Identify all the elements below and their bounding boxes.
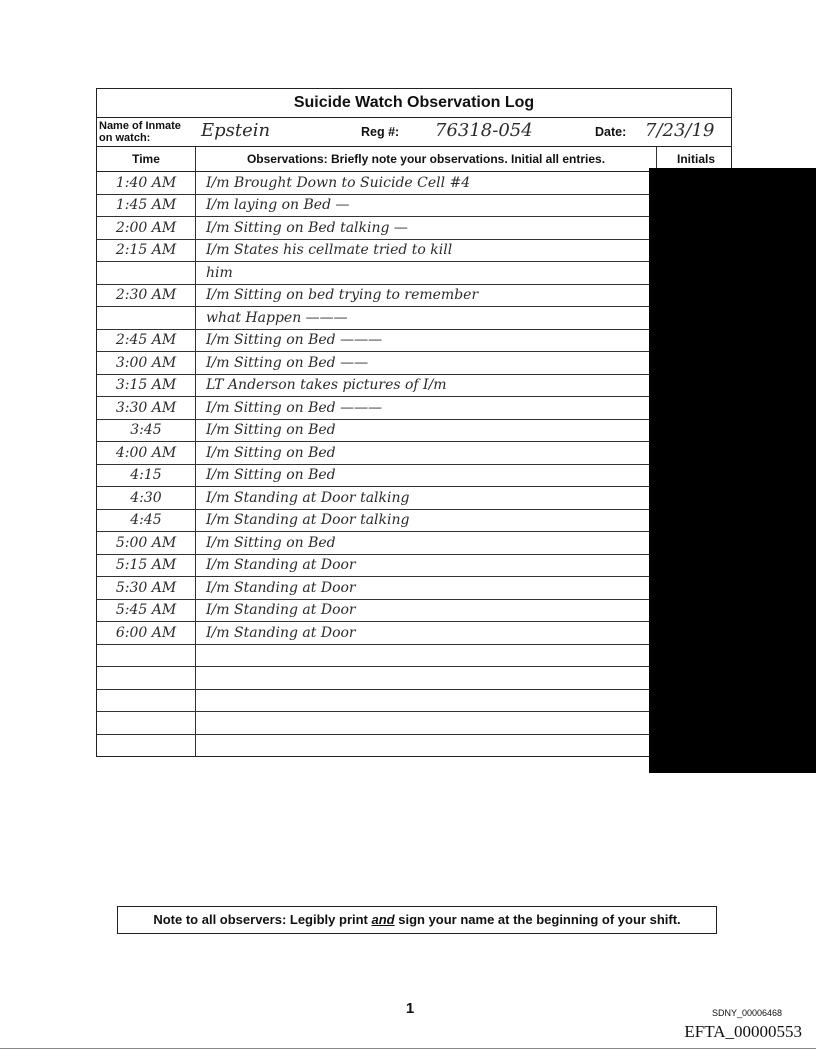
row-time: 6:00 AM xyxy=(97,622,196,645)
observer-note xyxy=(117,906,717,934)
table-row xyxy=(97,442,735,465)
time-column-header: Time xyxy=(97,147,196,172)
table-header-row xyxy=(97,147,735,172)
row-time: 5:45 AM xyxy=(97,599,196,622)
table-row xyxy=(97,712,735,735)
row-observation: I/m Sitting on Bed ——— xyxy=(196,329,657,352)
row-time: 3:00 AM xyxy=(97,352,196,375)
row-time: 2:45 AM xyxy=(97,329,196,352)
table-row xyxy=(97,284,735,307)
row-time: 4:00 AM xyxy=(97,442,196,465)
row-time xyxy=(97,667,196,690)
row-observation xyxy=(196,689,657,712)
row-observation: I/m Standing at Door xyxy=(196,577,657,600)
note-text-before: Note to all observers: Legibly print xyxy=(153,912,372,927)
table-row xyxy=(97,172,735,195)
row-observation: I/m Sitting on Bed xyxy=(196,419,657,442)
row-observation: I/m Sitting on bed trying to remember xyxy=(196,284,657,307)
reg-number-value: 76318-054 xyxy=(435,120,533,141)
row-observation: I/m Sitting on Bed talking — xyxy=(196,217,657,240)
row-observation: I/m Standing at Door xyxy=(196,554,657,577)
row-time xyxy=(97,712,196,735)
redaction-block xyxy=(649,168,816,773)
row-observation: I/m Standing at Door talking xyxy=(196,487,657,510)
row-observation: I/m Standing at Door talking xyxy=(196,509,657,532)
row-time: 3:15 AM xyxy=(97,374,196,397)
row-observation: I/m Sitting on Bed —— xyxy=(196,352,657,375)
bates-number-sdny: SDNY_00006468 xyxy=(711,1008,782,1018)
table-row xyxy=(97,307,735,330)
table-row xyxy=(97,464,735,487)
table-row xyxy=(97,329,735,352)
observation-log-form xyxy=(96,88,732,757)
row-observation xyxy=(196,667,657,690)
table-row xyxy=(97,554,735,577)
date-label: Date: xyxy=(595,125,627,139)
row-time: 1:40 AM xyxy=(97,172,196,195)
row-observation: him xyxy=(196,262,657,285)
row-time xyxy=(97,689,196,712)
bates-number-efta: EFTA_00000553 xyxy=(684,1022,802,1041)
row-observation: I/m Brought Down to Suicide Cell #4 xyxy=(196,172,657,195)
row-time: 3:30 AM xyxy=(97,397,196,420)
table-row xyxy=(97,239,735,262)
row-observation: I/m Standing at Door xyxy=(196,599,657,622)
row-time: 5:00 AM xyxy=(97,532,196,555)
table-row xyxy=(97,509,735,532)
table-row xyxy=(97,217,735,240)
table-row xyxy=(97,577,735,600)
row-time: 5:15 AM xyxy=(97,554,196,577)
row-observation: I/m Sitting on Bed xyxy=(196,532,657,555)
table-row xyxy=(97,644,735,667)
row-observation: what Happen ——— xyxy=(196,307,657,330)
row-time: 5:30 AM xyxy=(97,577,196,600)
date-value: 7/23/19 xyxy=(645,120,715,141)
table-row xyxy=(97,487,735,510)
initials-column-header: Initials xyxy=(657,147,736,172)
row-time: 4:45 xyxy=(97,509,196,532)
row-observation: I/m Sitting on Bed xyxy=(196,464,657,487)
form-title: Suicide Watch Observation Log xyxy=(97,89,731,118)
table-row xyxy=(97,667,735,690)
table-row xyxy=(97,352,735,375)
observations-column-header: Observations: Briefly note your observations. Initial all entries. xyxy=(196,147,657,172)
row-observation: I/m Sitting on Bed ——— xyxy=(196,397,657,420)
row-observation xyxy=(196,712,657,735)
row-time: 2:00 AM xyxy=(97,217,196,240)
row-observation: I/m laying on Bed — xyxy=(196,194,657,217)
table-row xyxy=(97,374,735,397)
inmate-name-value: Epstein xyxy=(201,120,271,141)
table-row xyxy=(97,689,735,712)
row-observation: I/m States his cellmate tried to kill xyxy=(196,239,657,262)
table-row xyxy=(97,599,735,622)
row-time xyxy=(97,734,196,756)
table-row xyxy=(97,419,735,442)
row-time: 3:45 xyxy=(97,419,196,442)
bottom-divider xyxy=(0,1048,816,1049)
table-row xyxy=(97,262,735,285)
table-row xyxy=(97,194,735,217)
inmate-name-label: Name of Inmate on watch: xyxy=(99,120,181,144)
table-row xyxy=(97,532,735,555)
row-observation xyxy=(196,734,657,756)
row-observation: I/m Standing at Door xyxy=(196,622,657,645)
row-observation: LT Anderson takes pictures of I/m xyxy=(196,374,657,397)
observation-table xyxy=(97,147,735,756)
reg-number-label: Reg #: xyxy=(361,125,400,139)
page-number: 1 xyxy=(405,1000,415,1017)
row-time: 2:15 AM xyxy=(97,239,196,262)
row-time: 4:15 xyxy=(97,464,196,487)
row-time xyxy=(97,644,196,667)
table-row xyxy=(97,397,735,420)
inmate-info-row xyxy=(97,118,731,147)
row-time: 1:45 AM xyxy=(97,194,196,217)
note-text-emphasis: and xyxy=(371,912,395,927)
row-time: 2:30 AM xyxy=(97,284,196,307)
note-text-after: sign your name at the beginning of your shift. xyxy=(394,912,681,927)
row-time xyxy=(97,262,196,285)
row-time xyxy=(97,307,196,330)
row-observation: I/m Sitting on Bed xyxy=(196,442,657,465)
table-row xyxy=(97,734,735,756)
table-row xyxy=(97,622,735,645)
row-time: 4:30 xyxy=(97,487,196,510)
row-observation xyxy=(196,644,657,667)
observation-rows xyxy=(97,172,735,757)
